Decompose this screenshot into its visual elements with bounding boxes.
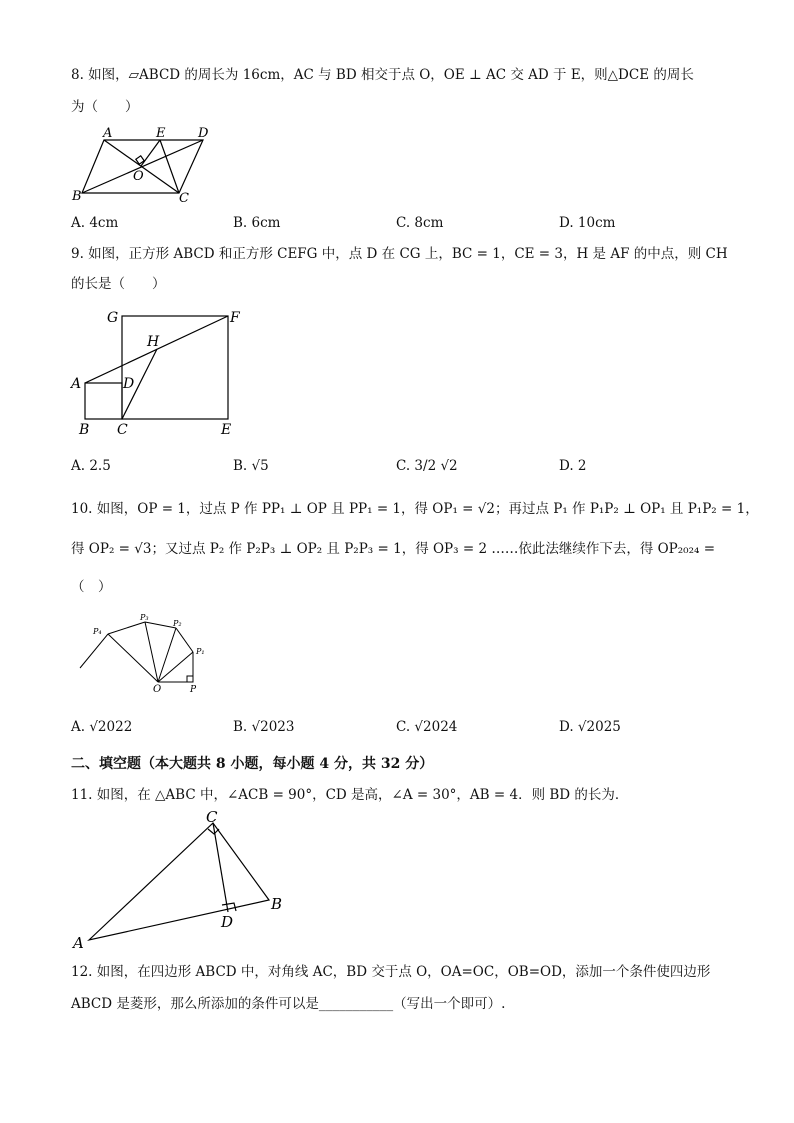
q9-label-d: D — [123, 376, 135, 392]
q10-label-p4: P₄ — [93, 627, 102, 636]
q10-spiral-figure — [70, 610, 220, 700]
q9-label-c: C — [117, 422, 128, 438]
q9-label-h: H — [147, 334, 160, 350]
q8-label-c: C — [179, 191, 189, 206]
q10-option-d: D. √2025 — [559, 719, 621, 735]
q10-option-a: A. √2022 — [71, 719, 133, 735]
q10-option-c: C. √2024 — [396, 719, 458, 735]
q9-label-b: B — [79, 422, 90, 438]
q10-label-p3: P₃ — [140, 613, 149, 622]
q11-label-b: B — [271, 895, 283, 913]
q10-line2: 得 OP₂ = √3；又过点 P₂ 作 P₂P₃ ⊥ OP₂ 且 P₂P₃ = 1，得 OP₃ = 2 ……依此法继续作下去，得 OP₂₀₂₄ = — [71, 541, 716, 557]
section-2-heading: 二、填空题（本大题共 8 小题，每小题 4 分，共 32 分） — [71, 756, 434, 772]
q10-label-p1: P₁ — [196, 647, 205, 656]
q10-line3: （ ） — [71, 579, 112, 595]
q11-label-a: A — [73, 934, 84, 952]
q10-label-p2: P₂ — [173, 619, 182, 628]
q10-line1: 10. 如图，OP = 1，过点 P 作 PP₁ ⊥ OP 且 PP₁ = 1，得 OP₁ = √2；再过点 P₁ 作 P₁P₂ ⊥ OP₁ 且 P₁P₂ = 1， — [71, 501, 759, 517]
q9-option-b: B. √5 — [233, 458, 269, 474]
q9-label-f: F — [230, 310, 240, 326]
q8-line2: 为（ ） — [71, 99, 139, 115]
q9-label-e: E — [221, 422, 232, 438]
q8-parallelogram-figure — [70, 124, 230, 204]
q10-label-p: P — [190, 685, 197, 695]
q8-label-e: E — [156, 126, 166, 141]
q9-option-c: C. 3/2 √2 — [396, 458, 458, 474]
q8-label-b: B — [72, 189, 82, 204]
q8-option-d: D. 10cm — [559, 215, 616, 231]
q8-option-c: C. 8cm — [396, 215, 444, 231]
q9-option-a: A. 2.5 — [71, 458, 111, 474]
q9-squares-figure — [70, 305, 250, 440]
q8-line1: 8. 如图，▱ABCD 的周长为 16cm，AC 与 BD 相交于点 O，OE ⊥ AC 交 AD 于 E，则△DCE 的周长 — [71, 67, 694, 83]
q9-label-g: G — [107, 310, 119, 326]
q8-label-o: O — [133, 169, 144, 184]
q10-label-o: O — [153, 684, 162, 695]
q9-option-d: D. 2 — [559, 458, 587, 474]
q8-label-d: D — [198, 126, 209, 141]
q9-line1: 9. 如图，正方形 ABCD 和正方形 CEFG 中，点 D 在 CG 上，BC = 1，CE = 3，H 是 AF 的中点，则 CH — [71, 246, 728, 262]
q11-label-d: D — [221, 913, 234, 931]
q8-label-a: A — [103, 126, 113, 141]
q12-line2: ABCD 是菱形，那么所添加的条件可以是___________（写出一个即可）. — [71, 996, 506, 1012]
q11-label-c: C — [206, 808, 218, 826]
q9-line2: 的长是（ ） — [71, 276, 166, 292]
q12-line1: 12. 如图，在四边形 ABCD 中，对角线 AC，BD 交于点 O，OA=OC，OB=OD，添加一个条件使四边形 — [71, 964, 711, 980]
q10-option-b: B. √2023 — [233, 719, 295, 735]
q8-option-b: B. 6cm — [233, 215, 281, 231]
q11-triangle-figure — [70, 808, 300, 953]
q8-option-a: A. 4cm — [71, 215, 119, 231]
q11-line1: 11. 如图，在 △ABC 中，∠ACB = 90°，CD 是高，∠A = 30°，AB = 4．则 BD 的长为． — [71, 787, 629, 803]
q9-label-a: A — [71, 376, 82, 392]
